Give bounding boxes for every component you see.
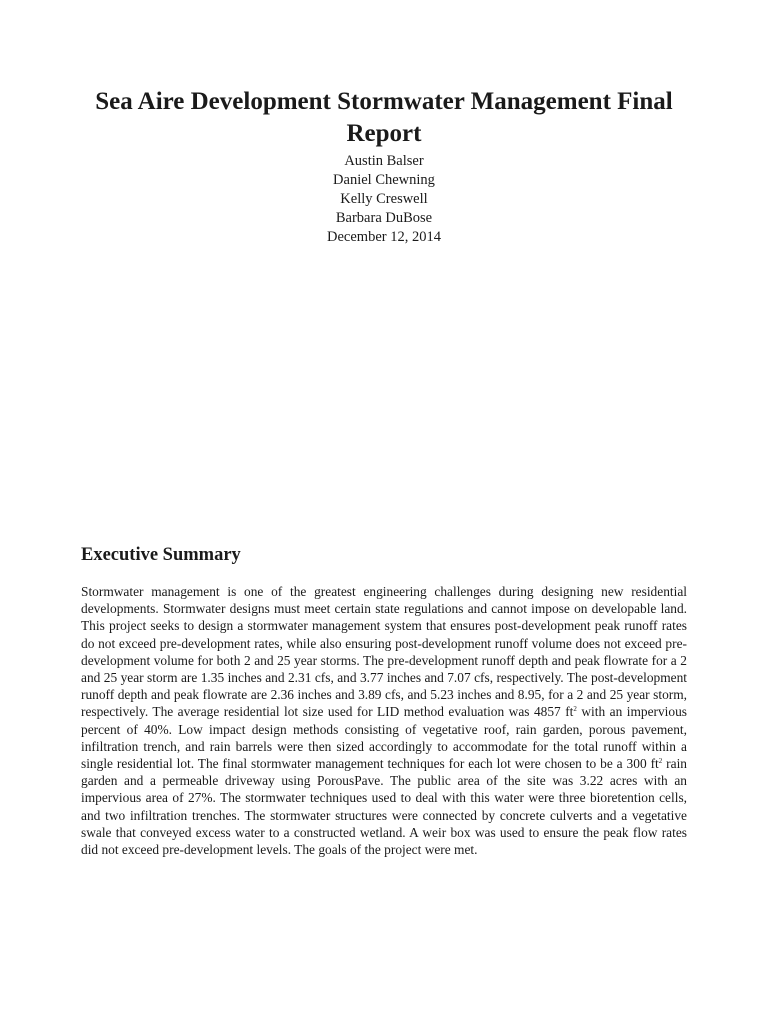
author-name: Daniel Chewning xyxy=(333,172,435,188)
summary-paragraph xyxy=(81,583,687,858)
summary-text-part-3: rain garden and a permeable driveway using PorousPave. The public area of the site was 3.22 acres with an impervious area of 27%. The stormwater techniques used to deal with this water were three bioretention cells, and two infiltration trenches. The stormwater structures were connected by concrete culverts and a vegetative swale that conveyed excess water to a constructed wetland. A weir box was used to ensure the peak flow rates did not exceed pre-development levels. The goals of the project were met. xyxy=(81,756,687,858)
title-block xyxy=(81,86,687,247)
summary-text-part-2: with an impervious percent of 40%. Low impact design methods consisting of vegetative roof, rain garden, porous pavement, infiltration trench, and rain barrels were then sized accordingly to accommodate for the total runoff within a single residential lot. The final stormwater management techniques for each lot were chosen to be a 300 ft xyxy=(81,704,687,772)
author-name: Barbara DuBose xyxy=(335,210,433,226)
author-name: Austin Balser xyxy=(344,153,424,169)
executive-summary-section xyxy=(81,543,687,858)
report-title: Sea Aire Development Stormwater Management Final Report xyxy=(95,88,673,147)
section-heading: Executive Summary xyxy=(81,545,241,565)
summary-text-part-1: Stormwater management is one of the greatest engineering challenges during designing new residential developments. Stormwater designs must meet certain state regulations and cannot impose on developable land. This project seeks to design a stormwater management system that ensures post-development peak runoff rates do not exceed pre-development rates, while also ensuring post-development runoff volume does not exceed pre-development volume for both 2 and 25 year storms. The pre-development runoff depth and peak flowrate for a 2 and 25 year storm are 1.35 inches and 2.31 cfs, and 3.77 inches and 7.07 cfs, respectively. The post-development runoff depth and peak flowrate are 2.36 inches and 3.89 cfs, and 5.23 inches and 8.95, for a 2 and 25 year storm, respectively. The average residential lot size used for LID method evaluation was 4857 ft xyxy=(81,584,687,720)
author-name: Kelly Creswell xyxy=(340,191,428,207)
superscript: 2 xyxy=(658,757,663,766)
author-list xyxy=(81,152,687,228)
superscript: 2 xyxy=(573,705,577,714)
report-date: December 12, 2014 xyxy=(327,229,441,245)
